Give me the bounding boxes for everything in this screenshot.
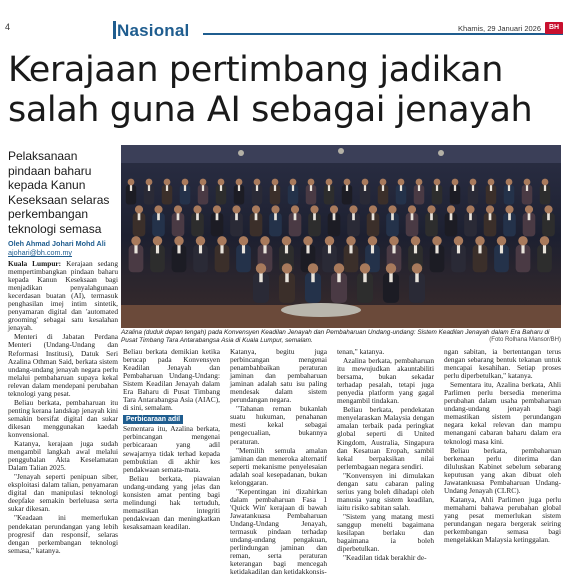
article-paragraph: Beliau berkata, pendekatan menyelaraskan Malaysia dengan amalan terbaik pada peringkat global seperti di United Kingdom, Australia, Singapura dan Kesatuan Eropah, sambil kekal berpaksikan nilai perlembagaan negara sendiri. [337,405,434,471]
article-paragraph: Katanya, Ahli Parlimen juga perlu memahami bahawa perubahan global yang pesat memerlukan sistem perundangan negara bergerak seiring perkembangan semasa bagi mengelakkan Malaysia ketinggalan. [444,494,561,545]
publication-logo: BH [545,22,563,34]
dateline: Kuala Lumpur: [8,259,62,268]
article-paragraph: tenan," katanya. [337,347,385,356]
page-header [0,0,569,46]
news-photo [121,145,561,328]
article-paragraph: "Tahanan reman bukanlah suatu hukuman, penahanan mesti kekal sebagai pengecualian, bukannya peraturan. [230,404,327,446]
subheading: Perbicaraan adil [123,415,183,424]
publication-date: Khamis, 29 Januari 2026 [458,24,541,33]
standfirst: Pelaksanaan pindaan baharu kepada Kanun Keseksaan selaras perkembangan teknologi semasa [8,149,110,236]
article-paragraph: "Kepentingan ini dizahirkan dalam pembaharuan Fasa 1 'Quick Win' kerajaan di bawah Jawatankuasa Pembaharuan Undang-Undang Jenayah, termasuk pindaan terhadap undang-undang pengakuan, perlindungan jaminan dan reman, serta peraturan keterangan bagi mencegah ketidakadilan dan ketidakkonsis- [230,486,327,577]
article-paragraph: Beliau berkata, pembaharuan itu penting kerana landskap jenayah kini semakin bersifat digital dan sukar dikesan menggunakan kaedah konvensional. [8,397,118,439]
article-column-2 [123,348,220,532]
article-paragraph: "Jenayah seperti penipuan siber, eksploitasi dalam talian, penyamaran digital dan manipulasi teknologi deepfake semakin berleluasa serta sukar dikesan. [8,472,118,514]
article-paragraph: Beliau berkata demikian ketika berucap pada Konvensyen Keadilan Jenayah dan Pembaharuan Undang-Undang: Sistem Keadilan Jenayah dalam Era Baharu di Pusat Timbang Tara Antarabangsa Asia (AIAC), di sini, semalam. [123,347,220,413]
section-marker [113,21,116,39]
column-2-bottom [123,425,220,531]
section-rule [203,33,563,35]
section-title: Nasional [117,21,190,40]
caption-text: Azalina (duduk depan tengah) pada Konvensyen Keadilan Jenayah dan Pembaharuan Undang-undang: Sistem Keadilan Jenayah dalam Era Baharu di Pusat Timbang Tara Antarabangsa Asia di Kuala Lumpur, semalam. [121,329,550,344]
photo-caption [121,329,561,344]
article-paragraph: Kuala Lumpur: Kerajaan sedang mempertimbangkan pindaan baharu kepada Kanun Keseksaan bagi menjadikan penyalahgunaan kecerdasan buatan (AI), termasuk penghasilan imej intim sintetik, penyamaran digital dan 'automated grooming' sebagai satu kesalahan jenayah. [8,259,118,333]
article-column-3 [230,348,327,577]
article-paragraph: ngan sabitan, ia bertentangan terus dengan sebarang bentuk tekanan untuk mencapai kesahihan. Setiap proses perlu diperbetulkan," katanya. [444,347,561,381]
article-column-4 [337,348,434,563]
article-paragraph: Katanya, begitu juga perbincangan mengenai penambahbaikan peraturan jaminan dan pembaharuan jaminan adalah satu isu paling mendesak dalam sistem perundangan negara. [230,347,327,405]
headline [8,50,563,130]
article-paragraph: Beliau berkata, piawaian undang-undang yang jelas dan konsisten amat penting bagi melindungi hak tertuduh, memastikan integriti pendakwaan dan meningkatkan kesaksamaan keadilan. [123,473,220,531]
conference-group-photo [121,145,561,328]
byline [8,239,120,257]
headline-line-2: salah guna AI sebagai jenayah [8,90,533,130]
article-column-5 [444,348,561,545]
article-paragraph: Azalina berkata, pembaharuan itu mewujudkan akauntabiliti bersama, bukan sekadar terhadap pesalah, tetapi juga penyedia platform yang gagal mengambil tindakan. [337,356,434,406]
article-paragraph: "Sistem yang matang mesti sanggup menelti bagaimana kesilapan berlaku dan bagaimana ia boleh diperbetulkan. [337,511,434,554]
article-column-1 [8,260,118,556]
article-paragraph: "Keadilan tidak berakhir de- [343,553,427,563]
article-paragraph: "Konvensyen ini dimulakan dengan satu cabaran paling serius yang boleh dihadapi oleh manusia yang sistem keadilan, iaitu risiko sabitan salah. [337,470,434,512]
article-paragraph: Sementara itu, Azalina berkata, perbincangan mengenai perbicaraan yang adil sewajarnya tidak terhad kepada pembuktian di akhir kes pendakwaan semata-mata. [123,424,220,474]
column-2-top [123,348,220,412]
article-paragraph: "Memilih semula amalan jaminan dan meneroka alternatif seperti mekanisme penyelesaian adalah soal kesepadanan, bukan kelonggaran. [230,445,327,487]
byline-author: Oleh Ahmad Johari Mohd Ali [8,239,106,248]
article-paragraph: Katanya, kerajaan juga sudah mengambil langkah awal melalui penggubalan Akta Keselamatan Dalam Talian 2025. [8,439,118,473]
article-paragraph: Beliau berkata, pembaharuan berkenaan perlu diterima dan diluluskan Kabinet sebelum sebarang keputusan yang akan dibuat oleh Jawatankuasa Pembaharuan Undang-Undang Jenayah (CLRC). [444,445,561,495]
page-number: 4 [5,22,11,32]
byline-email[interactable]: ajohari@bh.com.my [8,248,73,257]
photo-credit: (Foto Rolhana Mansor/BH) [489,336,561,343]
article-paragraph: Menteri di Jabatan Perdana Menteri (Undang-Undang dan Reformasi Institusi), Datuk Seri Azalina Othman Said, berkata sistem undang-undang jenayah negara perlu melalui pembaharuan supaya kekal relevan dalam mendepani perubahan teknologi yang pesat. [8,332,118,398]
headline-line-1: Kerajaan pertimbang jadikan [8,50,503,90]
article-paragraph: "Keadaan ini memerlukan pendekatan perundangan yang lebih progresif dan responsif, selaras dengan perkembangan teknologi semasa," katanya. [8,513,118,555]
article-paragraph: Sementara itu, Azalina berkata, Ahli Parlimen perlu bersedia menerima perubahan dalam usaha pembaharuan undang-undang jenayah bagi memastikan sistem perundangan negara kekal relevan dan mampu menangani cabaran baharu dalam era teknologi masa kini. [444,380,561,446]
